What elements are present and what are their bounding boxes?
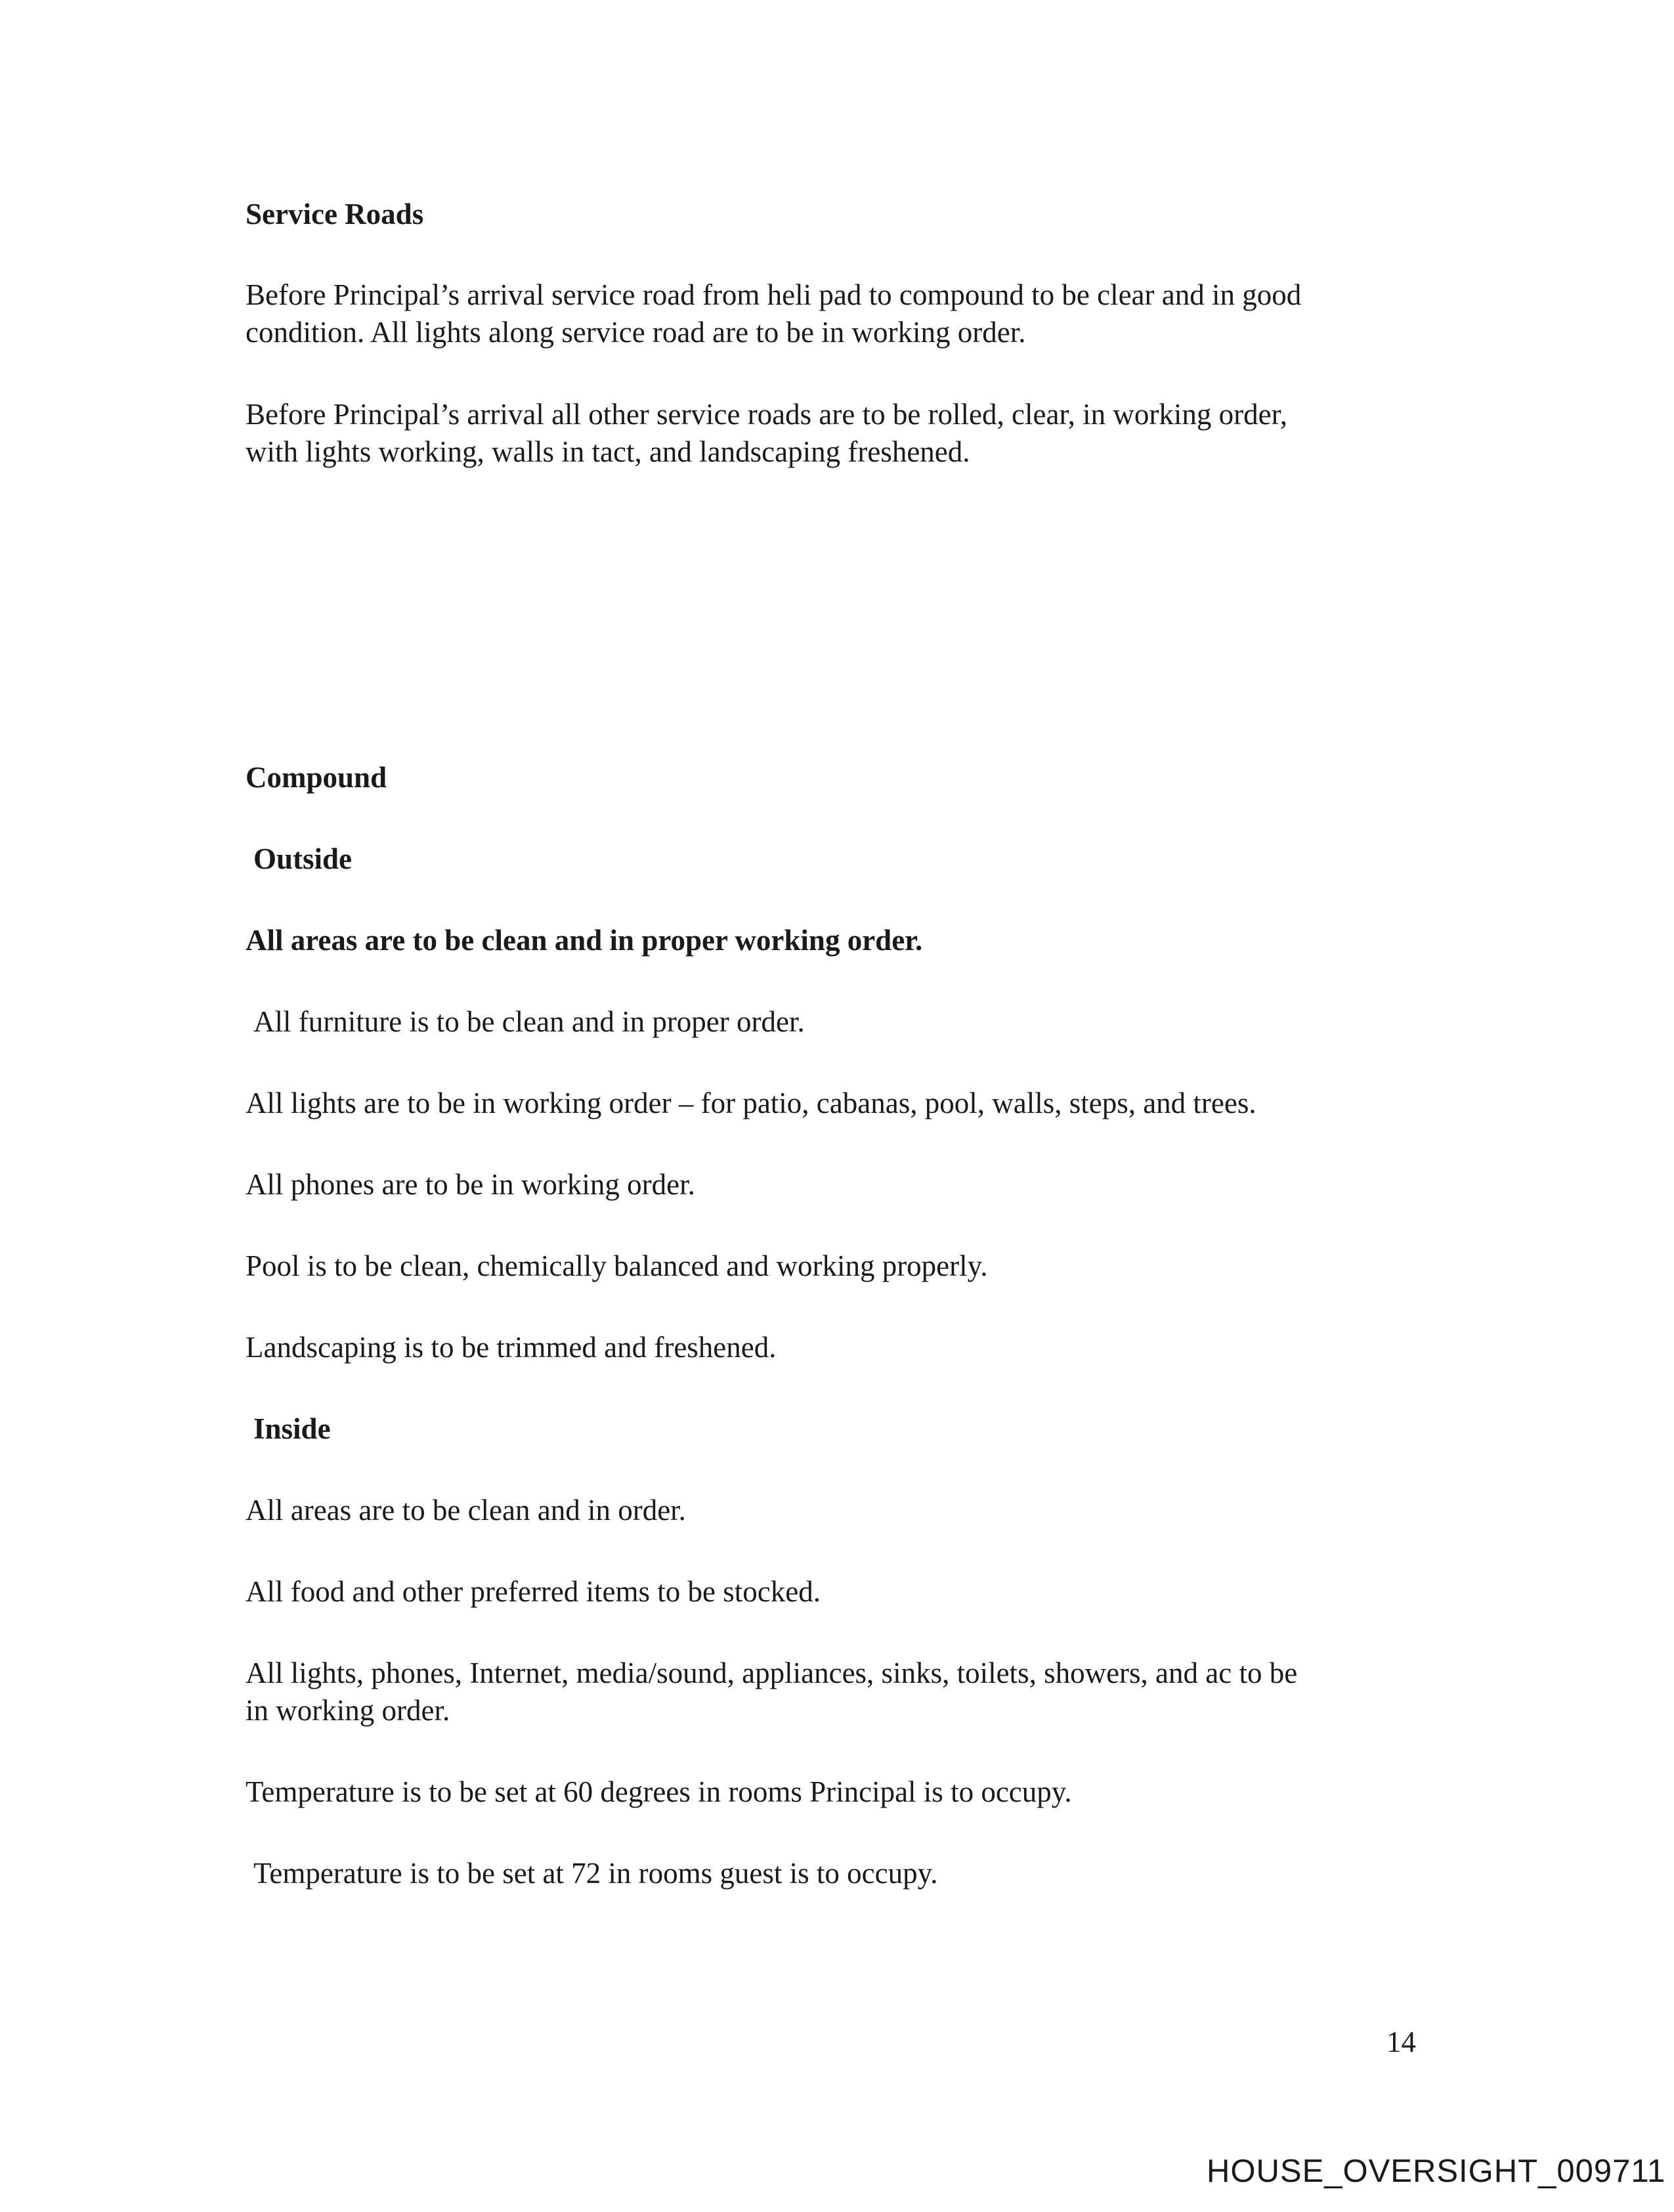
paragraph-line: Temperature is to be set at 72 in rooms guest is to occupy. <box>253 1857 938 1890</box>
subheading-outside: Outside <box>253 842 353 875</box>
section-heading-service-roads: Service Roads <box>246 198 424 230</box>
paragraph-line: All areas are to be clean and in order. <box>246 1494 686 1527</box>
paragraph-line: Pool is to be clean, chemically balanced and working properly. <box>246 1249 988 1282</box>
paragraph-line: Landscaping is to be trimmed and freshened. <box>246 1331 777 1364</box>
bates-number: HOUSE_OVERSIGHT_009711 <box>1207 2154 1666 2189</box>
paragraph-line: in working order. <box>246 1694 450 1727</box>
paragraph-line: All food and other preferred items to be stocked. <box>246 1575 821 1608</box>
paragraph-line: All lights are to be in working order – for patio, cabanas, pool, walls, steps, and trees. <box>246 1087 1256 1119</box>
paragraph-line: condition. All lights along service road are to be in working order. <box>246 316 1026 349</box>
page-number: 14 <box>1386 2026 1416 2058</box>
bold-statement: All areas are to be clean and in proper working order. <box>246 924 923 957</box>
paragraph-line: All furniture is to be clean and in proper order. <box>253 1005 805 1038</box>
paragraph-line: with lights working, walls in tact, and landscaping freshened. <box>246 435 970 468</box>
paragraph-line: Before Principal’s arrival service road from heli pad to compound to be clear and in good <box>246 278 1302 311</box>
section-heading-compound: Compound <box>246 761 387 794</box>
paragraph-line: Before Principal’s arrival all other service roads are to be rolled, clear, in working order, <box>246 398 1288 431</box>
paragraph-line: All phones are to be in working order. <box>246 1168 695 1201</box>
paragraph-line: Temperature is to be set at 60 degrees in rooms Principal is to occupy. <box>246 1775 1072 1808</box>
paragraph-line: All lights, phones, Internet, media/sound, appliances, sinks, toilets, showers, and ac to be <box>246 1657 1298 1689</box>
subheading-inside: Inside <box>253 1412 331 1445</box>
